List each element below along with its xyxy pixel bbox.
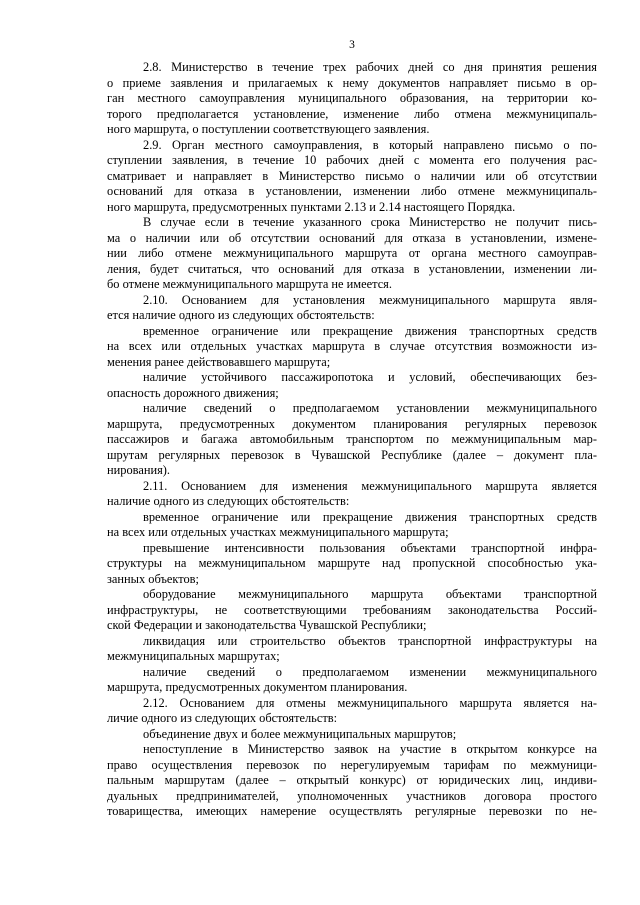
paragraph-p-2-11-a <box>107 510 597 541</box>
paragraph-p-2-10-a <box>107 324 597 371</box>
text-line: оснований для отказа в установлении, изменении либо отмене межмуниципаль- <box>107 184 597 198</box>
text-line: 2.8. Министерство в течение трех рабочих дней со дня принятия решения <box>143 60 597 74</box>
paragraph-p-2-12 <box>107 696 597 727</box>
text-line: непоступление в Министерство заявок на участие в открытом конкурсе на <box>143 742 597 756</box>
text-line: временное ограничение или прекращение движения транспортных средств <box>143 323 597 338</box>
paragraph-p-2-10-b <box>107 370 597 401</box>
text-line: бо отмене межмуниципального маршрута не имеется. <box>107 277 392 291</box>
text-line: маршрута, предусмотренных документом планирования. <box>107 680 408 694</box>
text-line: 2.9. Орган местного самоуправления, в который направлено письмо о по- <box>143 137 597 152</box>
paragraph-p-2-10 <box>107 293 597 324</box>
paragraph-p-2-9-b <box>107 215 597 293</box>
text-line: ской Федерации и законодательства Чувашской Республики; <box>107 618 427 632</box>
paragraph-p-2-11-c <box>107 587 597 634</box>
paragraph-p-2-8 <box>107 60 597 138</box>
text-line: ного маршрута, предусмотренных пунктами 2.13 и 2.14 настоящего Порядка. <box>107 199 516 214</box>
text-line: наличие сведений о предполагаемом установлении межмуниципального <box>143 401 597 415</box>
text-line: ется наличие одного из следующих обстоятельств: <box>107 308 375 322</box>
paragraph-p-2-9 <box>107 138 597 216</box>
text-line: о приеме заявления и прилагаемых к нему документов направляет письмо в ор- <box>107 75 597 90</box>
text-line: торого предполагается установление, изменение либо отмена межмуниципаль- <box>107 106 597 121</box>
paragraph-p-2-11-e <box>107 665 597 696</box>
text-line: наличие одного из следующих обстоятельств: <box>107 494 350 508</box>
text-line: дуальных предпринимателей, уполномоченных участников договора простого <box>107 788 597 803</box>
text-line: 2.11. Основанием для изменения межмуниципального маршрута является <box>143 478 597 493</box>
text-line: нии либо отмене межмуниципального маршрута от органа местного самоуправ- <box>107 246 597 260</box>
paragraph-p-2-12-b <box>107 742 597 820</box>
text-line: 2.12. Основанием для отмены межмуниципального маршрута является на- <box>143 695 597 710</box>
text-line: менения ранее действовавшего маршрута; <box>107 354 331 369</box>
text-line: занных объектов; <box>107 571 199 586</box>
text-line: инфраструктуры, не соответствующими требованиям законодательства Россий- <box>107 602 597 617</box>
text-line: ган местного самоуправления муниципального образования, на территории ко- <box>107 91 597 105</box>
paragraph-p-2-11-b <box>107 541 597 588</box>
text-line: наличие сведений о предполагаемом изменении межмуниципального <box>143 664 597 679</box>
document-body <box>107 60 597 820</box>
text-line: на всех или отдельных участках межмуниципального маршрута; <box>107 525 449 539</box>
page-number: 3 <box>349 39 355 51</box>
text-line: ного маршрута, о поступлении соответствующего заявления. <box>107 122 430 136</box>
text-line: право осуществления перевозок по нерегулируемым тарифам по межмуници- <box>107 757 597 772</box>
paragraph-p-2-11-d <box>107 634 597 665</box>
text-line: нирования). <box>107 463 171 477</box>
text-line: опасность дорожного движения; <box>107 385 279 400</box>
text-line: сматривает и направляет в Министерство письмо о наличии или об отсутствии <box>107 168 597 183</box>
paragraph-p-2-12-a <box>107 727 597 743</box>
text-line: ления, будет считаться, что оснований для отказа в установлении, изменении ли- <box>107 261 597 276</box>
text-line: В случае если в течение указанного срока Министерство не получит пись- <box>143 215 597 229</box>
text-line: наличие устойчивого пассажиропотока и условий, обеспечивающих без- <box>143 370 597 384</box>
text-line: товарищества, имеющих намерение осуществлять регулярные перевозки по не- <box>107 804 597 818</box>
text-line: превышение интенсивности пользования объектами транспортной инфра- <box>143 540 597 555</box>
text-line: ступлении заявления, в течение 10 рабочих дней с момента его получения рас- <box>107 153 597 167</box>
text-line: ма о наличии или об отсутствии оснований для отказа в установлении, измене- <box>107 230 597 245</box>
document-page <box>107 37 597 820</box>
text-line: межмуниципальных маршрутах; <box>107 649 280 663</box>
text-line: пальным маршрутам (далее – открытый конкурс) от юридических лиц, индиви- <box>107 773 597 787</box>
text-line: временное ограничение или прекращение движения транспортных средств <box>143 509 597 524</box>
paragraph-p-2-10-c <box>107 401 597 479</box>
text-line: на всех или отдельных участках маршрута в случае отсутствия возможности из- <box>107 339 597 353</box>
text-line: ликвидация или строительство объектов транспортной инфраструктуры на <box>143 633 597 648</box>
text-line: пассажиров и багажа автомобильным транспортом по межмуниципальным мар- <box>107 432 597 446</box>
text-line: 2.10. Основанием для установления межмуниципального маршрута явля- <box>143 292 597 307</box>
text-line: оборудование межмуниципального маршрута объектами транспортной <box>143 587 597 601</box>
paragraph-p-2-11 <box>107 479 597 510</box>
text-line: структуры на межмуниципальном маршруте над пропускной способностью ука- <box>107 556 597 570</box>
text-line: маршрута, предусмотренных документом планирования регулярных перевозок <box>107 416 597 431</box>
text-line: личие одного из следующих обстоятельств: <box>107 711 338 725</box>
text-line: объединение двух и более межмуниципальных маршрутов; <box>143 726 457 741</box>
text-line: шрутам регулярных перевозок в Чувашской Республике (далее – документ пла- <box>107 447 597 462</box>
